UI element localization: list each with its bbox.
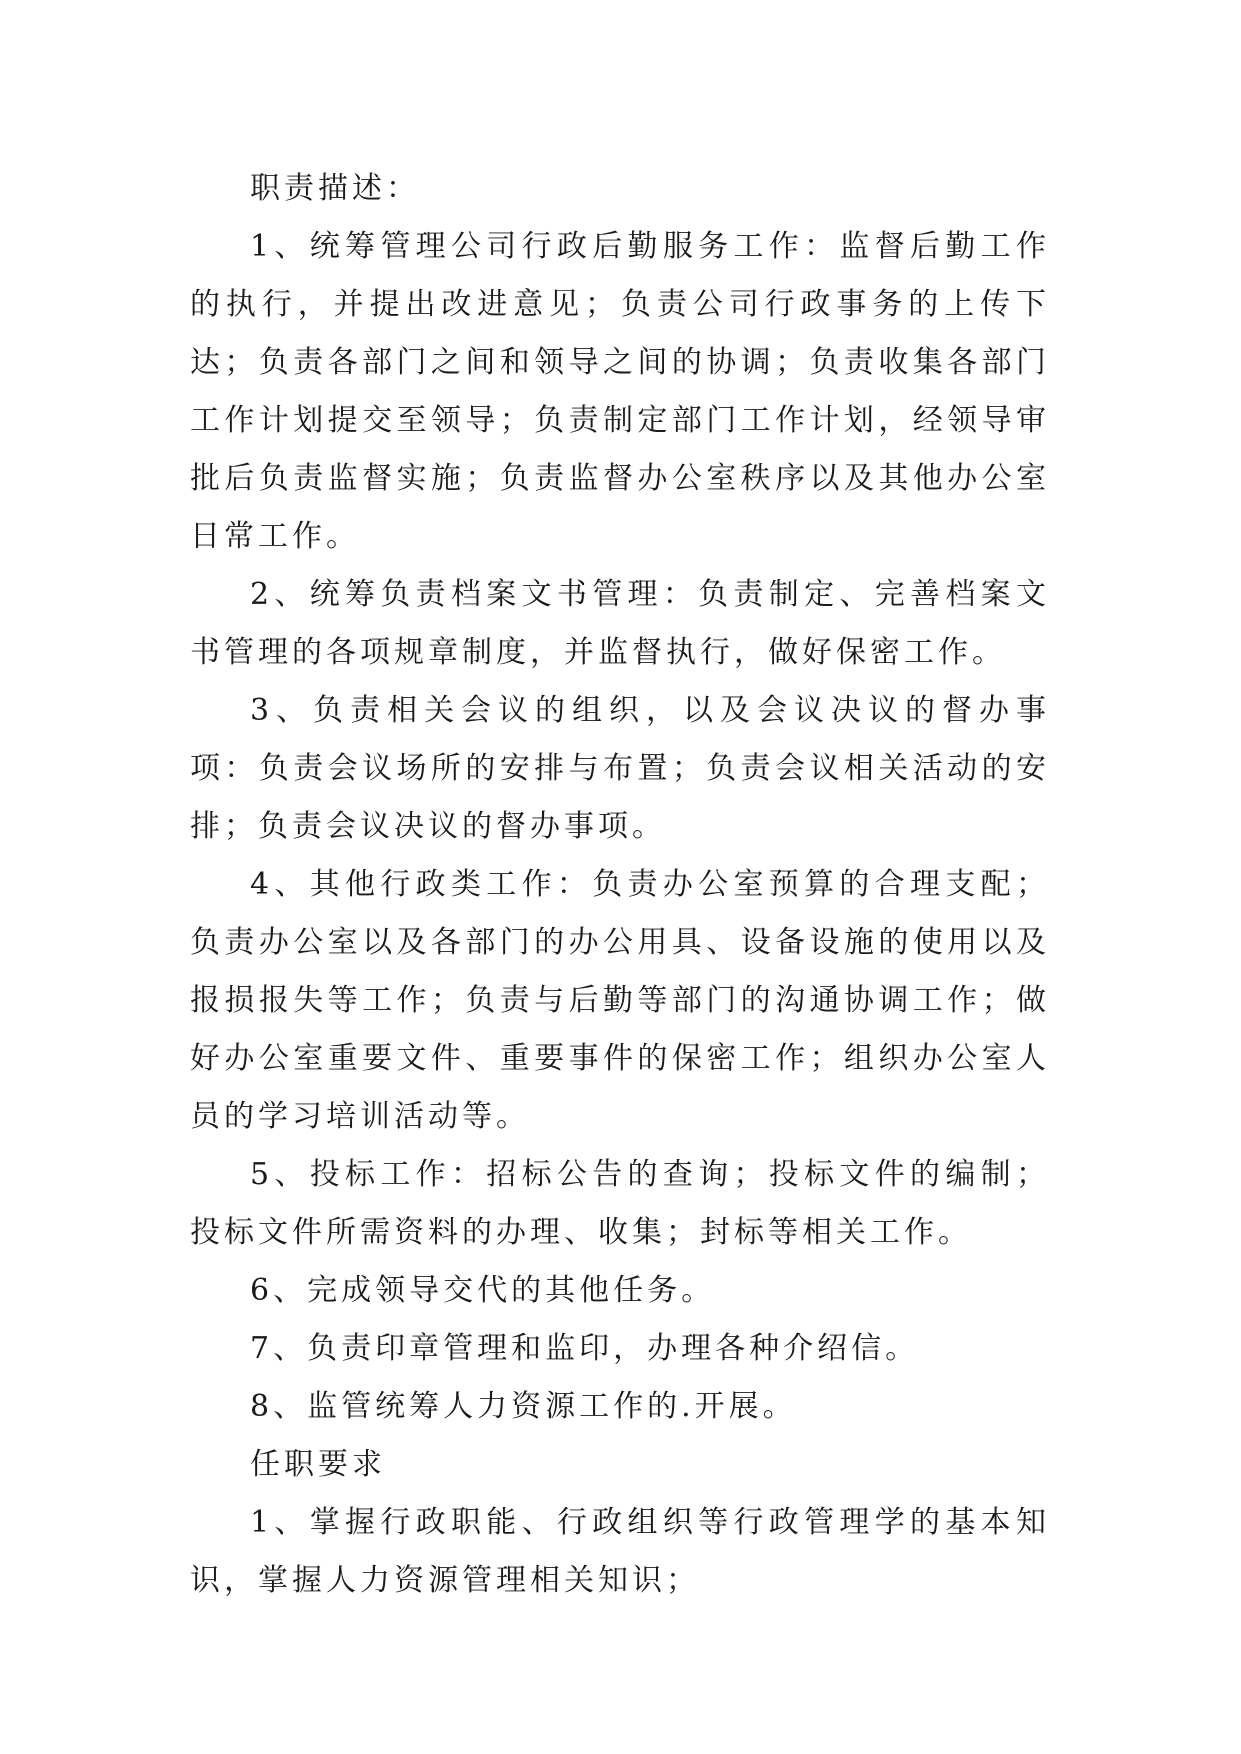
duty-item-4: 4、其他行政类工作：负责办公室预算的合理支配；负责办公室以及各部门的办公用具、设备设施的使用以及报损报失等工作；负责与后勤等部门的沟通协调工作；做好办公室重要文件、重要事件的保密工作；组织办公室人员的学习培训活动等。 [190, 867, 1050, 1134]
duty-item-8: 8、监管统筹人力资源工作的.开展。 [250, 1389, 797, 1424]
duty-item-7: 7、负责印章管理和监印，办理各种介绍信。 [250, 1331, 920, 1366]
duty-item-2: 2、统筹负责档案文书管理：负责制定、完善档案文书管理的各项规章制度，并监督执行，做好保密工作。 [190, 577, 1050, 670]
document-body [190, 160, 1050, 1610]
duty-item-3: 3、负责相关会议的组织，以及会议决议的督办事项：负责会议场所的安排与布置；负责会议相关活动的安排；负责会议决议的督办事项。 [190, 693, 1050, 844]
section-title-requirements: 任职要求 [250, 1447, 386, 1482]
section-title-duties: 职责描述： [250, 171, 420, 206]
duty-item-1: 1、统筹管理公司行政后勤服务工作：监督后勤工作的执行，并提出改进意见；负责公司行政事务的上传下达；负责各部门之间和领导之间的协调；负责收集各部门工作计划提交至领导；负责制定部门工作计划，经领导审批后负责监督实施；负责监督办公室秩序以及其他办公室日常工作。 [190, 229, 1050, 554]
duty-item-5: 5、投标工作：招标公告的查询；投标文件的编制；投标文件所需资料的办理、收集；封标等相关工作。 [190, 1157, 1050, 1250]
requirement-item-1: 1、掌握行政职能、行政组织等行政管理学的基本知识，掌握人力资源管理相关知识； [190, 1505, 1050, 1598]
duty-item-6: 6、完成领导交代的其他任务。 [250, 1273, 716, 1308]
